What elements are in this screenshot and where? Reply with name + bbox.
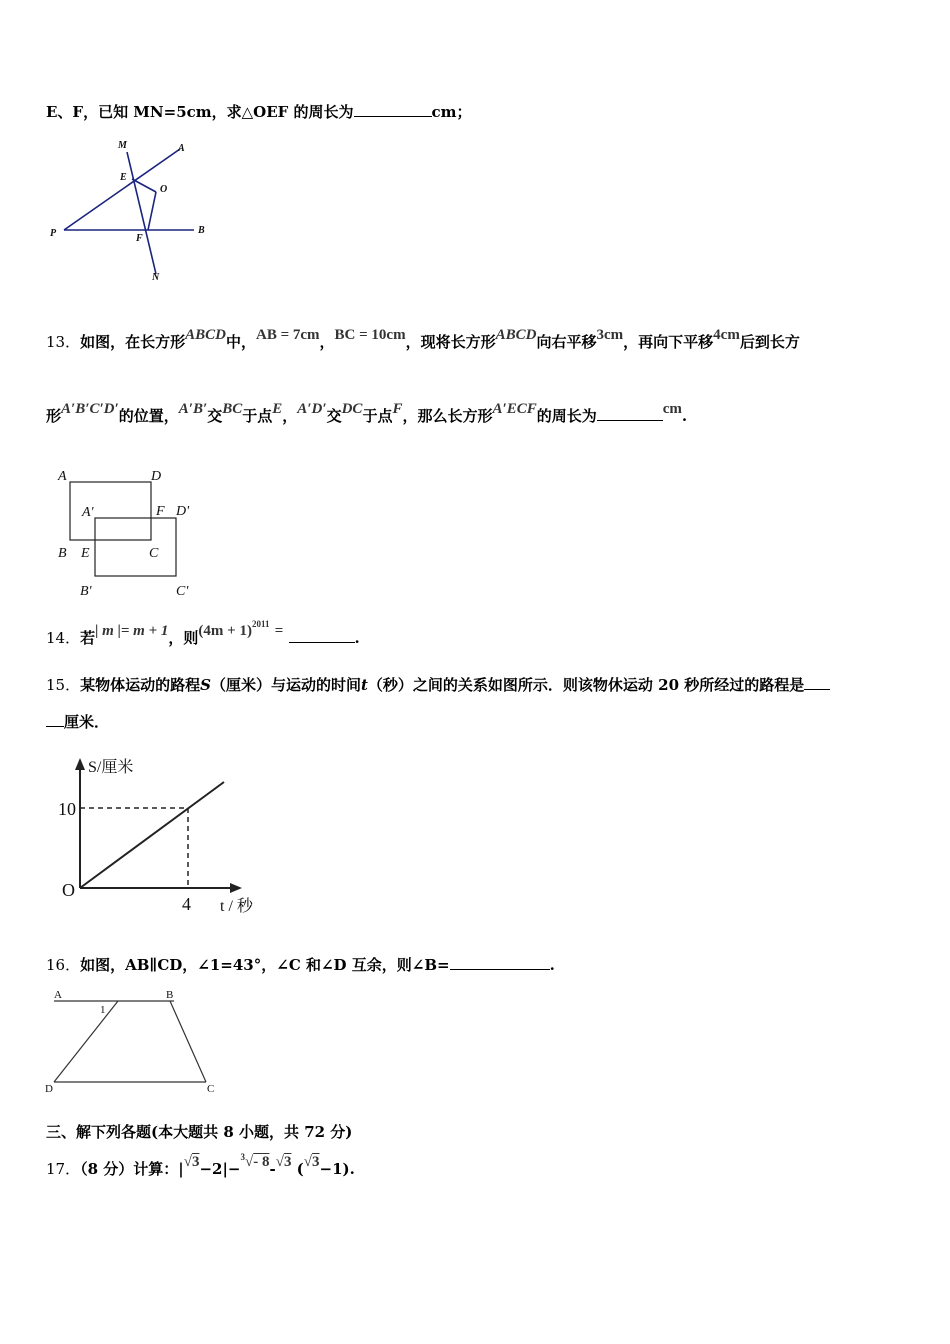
q16-text: 16．如图，AB∥CD，∠1=43°，∠C 和∠D 互余，则∠B= .: [46, 956, 555, 974]
figure-15-distance-time-graph: [54, 754, 274, 919]
q13-answer-blank: [597, 406, 663, 421]
fig13-label-c: C: [149, 546, 159, 561]
fig13-label-d: D: [151, 469, 162, 484]
fig13-label-c-prime: C': [176, 584, 189, 599]
q17-text: 17．（8 分）计算：|√3−2|−$^3$√- 8-√3 (√3−1).: [46, 1152, 355, 1178]
fig12-label-p: P: [50, 228, 57, 239]
fig13-label-b-prime: B': [80, 584, 92, 599]
q13-line-2: 形A′B′C′D′的位置，A′B′交BC于点E，A′D′交DC于点F，那么长方形A′ECF的周长为 cm.: [46, 401, 688, 425]
fig12-label-a: A: [178, 143, 185, 154]
fig15-origin-label: O: [62, 880, 75, 900]
q17-sqrt-2: √3: [275, 1154, 292, 1170]
fig16-label-b: B: [166, 989, 174, 1001]
q14-answer-blank: [289, 628, 355, 643]
q15-number: 15．: [46, 676, 81, 694]
q17-cbrt: $^3$√- 8: [240, 1152, 270, 1170]
fig15-y-tick-label: 10: [58, 799, 76, 819]
figure-16-trapezoid: [40, 984, 230, 1096]
fig16-label-d: D: [45, 1083, 53, 1095]
fig13-label-a-prime: A': [82, 505, 94, 520]
q13-line-1: 13．如图，在长方形ABCD中，AB = 7cm，BC = 10cm，现将长方形ABCD向右平移3cm，再向下平移4cm后到长方: [46, 327, 800, 351]
q17-sqrt-3: √3: [303, 1154, 320, 1170]
fig12-label-m: M: [118, 140, 127, 151]
fig12-label-b: B: [198, 225, 205, 236]
fig15-x-axis-label: t / 秒: [220, 898, 253, 915]
q12-text: E、F，已知 MN=5cm，求△OEF 的周长为 cm；: [46, 103, 472, 121]
fig15-x-tick-label: 4: [182, 894, 191, 914]
q14-text: 14．若| m |= m + 1，则$(4m + 1)^{2011}$ = .: [46, 619, 360, 647]
fig12-label-n: N: [152, 272, 160, 283]
q15-line-2: 厘米．: [46, 712, 109, 732]
fig13-label-f: F: [156, 504, 165, 519]
q13-number: 13．: [46, 333, 81, 351]
q17-sqrt-1: √3: [183, 1154, 200, 1170]
q17-number: 17．: [46, 1160, 81, 1178]
q15-answer-blank-part2: [46, 712, 64, 727]
fig16-label-a: A: [54, 989, 62, 1001]
q15-answer-blank-part1: [804, 675, 830, 690]
fig13-label-b: B: [58, 546, 67, 561]
fig16-label-c: C: [207, 1083, 215, 1095]
fig12-label-f: F: [136, 233, 143, 244]
fig15-y-axis-label: S/厘米: [88, 759, 134, 776]
fig13-label-d-prime: D': [176, 504, 190, 519]
fig12-label-e: E: [120, 172, 127, 183]
section-3-heading: 三、解下列各题(本大题共 8 小题，共 72 分): [46, 1123, 353, 1141]
fig16-label-1: 1: [100, 1004, 106, 1016]
figure-13-rectangles: [52, 462, 202, 602]
fig12-label-o: O: [160, 184, 168, 195]
q16-number: 16．: [46, 956, 81, 974]
q12-answer-blank: [354, 102, 432, 117]
fig13-label-e: E: [81, 546, 90, 561]
figure-12-geometry: [44, 134, 224, 286]
q14-number: 14．: [46, 629, 81, 647]
q16-answer-blank: [450, 955, 550, 970]
fig13-label-a: A: [58, 469, 67, 484]
q15-line-1: 15．某物体运动的路程S（厘米）与运动的时间t（秒）之间的关系如图所示．则该物休运动 20 秒所经过的路程是: [46, 675, 830, 695]
